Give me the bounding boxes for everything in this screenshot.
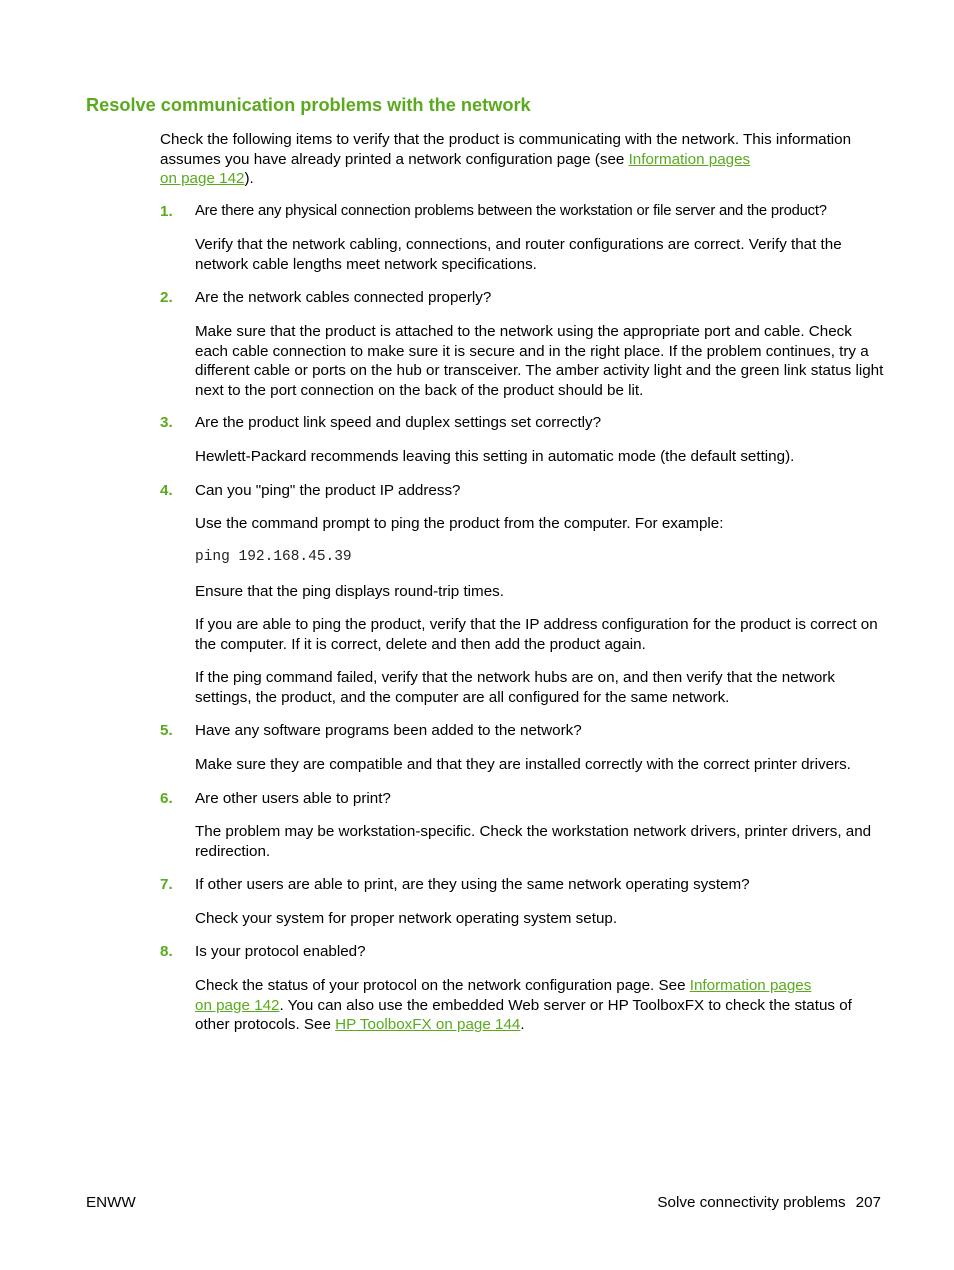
list-item-question: Are the product link speed and duplex settings set correctly? xyxy=(195,414,602,431)
ping-command-example: ping 192.168.45.39 xyxy=(195,549,352,565)
list-item-answer: Verify that the network cabling, connections, and router configurations are correct. Verify that the network cable lengths meet network specifications. xyxy=(195,236,842,273)
list-item-number: 3. xyxy=(160,414,173,431)
footer-section-title: Solve connectivity problems xyxy=(657,1194,846,1211)
list-item-number: 5. xyxy=(160,722,173,739)
list-item-answer: Use the command prompt to ping the product from the computer. For example: xyxy=(195,515,724,532)
hp-toolboxfx-link[interactable]: HP ToolboxFX on page 144 xyxy=(335,1016,521,1034)
list-item-answer: Hewlett-Packard recommends leaving this setting in automatic mode (the default setting). xyxy=(195,448,795,465)
list-item-answer: Make sure they are compatible and that they are installed correctly with the correct printer drivers. xyxy=(195,756,851,773)
page-number: 207 xyxy=(855,1194,881,1211)
list-item-answer: The problem may be workstation-specific. Check the workstation network drivers, printer drivers, and redirection. xyxy=(195,823,872,860)
list-item-number: 8. xyxy=(160,943,173,960)
list-item-answer: Make sure that the product is attached to the network using the appropriate port and cable. Check each cable connection to make sure it is secure and in the right place. If the problem continues, try a different cable or ports on the hub or transceiver. The amber activity light and the green link status light next to the port connection on the back of the product should be lit. xyxy=(195,323,884,399)
protocol-text: . You can also use the embedded Web server or HP ToolboxFX to check the status of other protocols. See xyxy=(195,996,852,1034)
list-item-question: If other users are able to print, are they using the same network operating system? xyxy=(195,876,750,893)
list-item-number: 1. xyxy=(160,203,173,220)
intro-close: ). xyxy=(244,170,254,188)
protocol-text: Check the status of your protocol on the network configuration page. See xyxy=(195,977,690,994)
information-pages-link-page[interactable]: on page 142 xyxy=(160,170,245,188)
list-item-answer: If you are able to ping the product, verify that the IP address configuration for the product is correct on the computer. If it is correct, delete and then add the product again. xyxy=(195,616,878,653)
list-item-number: 4. xyxy=(160,482,173,499)
list-item-question: Can you "ping" the product IP address? xyxy=(195,482,461,499)
information-pages-link-page[interactable]: on page 142 xyxy=(195,996,280,1014)
footer-right xyxy=(657,1193,881,1213)
information-pages-link[interactable]: Information pages xyxy=(628,150,751,168)
list-item-answer: Check your system for proper network operating system setup. xyxy=(195,910,618,927)
section-heading: Resolve communication problems with the network xyxy=(86,95,531,115)
list-item-answer: Ensure that the ping displays round-trip times. xyxy=(195,583,504,600)
list-item-question: Is your protocol enabled? xyxy=(195,943,366,960)
list-item-question: Are the network cables connected properly? xyxy=(195,289,492,306)
list-item-answer xyxy=(195,976,887,1035)
list-item-answer: If the ping command failed, verify that the network hubs are on, and then verify that the network settings, the product, and the computer are all configured for the same network. xyxy=(195,669,835,706)
footer-left: ENWW xyxy=(86,1194,136,1211)
intro-paragraph xyxy=(160,130,886,189)
list-item-question: Are other users able to print? xyxy=(195,790,391,807)
protocol-text: . xyxy=(520,1016,525,1034)
list-item-number: 6. xyxy=(160,790,173,807)
information-pages-link[interactable]: Information pages xyxy=(689,977,812,994)
intro-text: Check the following items to verify that the product is communicating with the network. This information assumes you have already printed a network configuration page (see xyxy=(160,131,852,168)
list-item-question: Have any software programs been added to the network? xyxy=(195,722,582,739)
list-item-question: Are there any physical connection problems between the workstation or file server and the product? xyxy=(195,203,827,219)
list-item-number: 2. xyxy=(160,289,173,306)
list-item-number: 7. xyxy=(160,876,173,893)
